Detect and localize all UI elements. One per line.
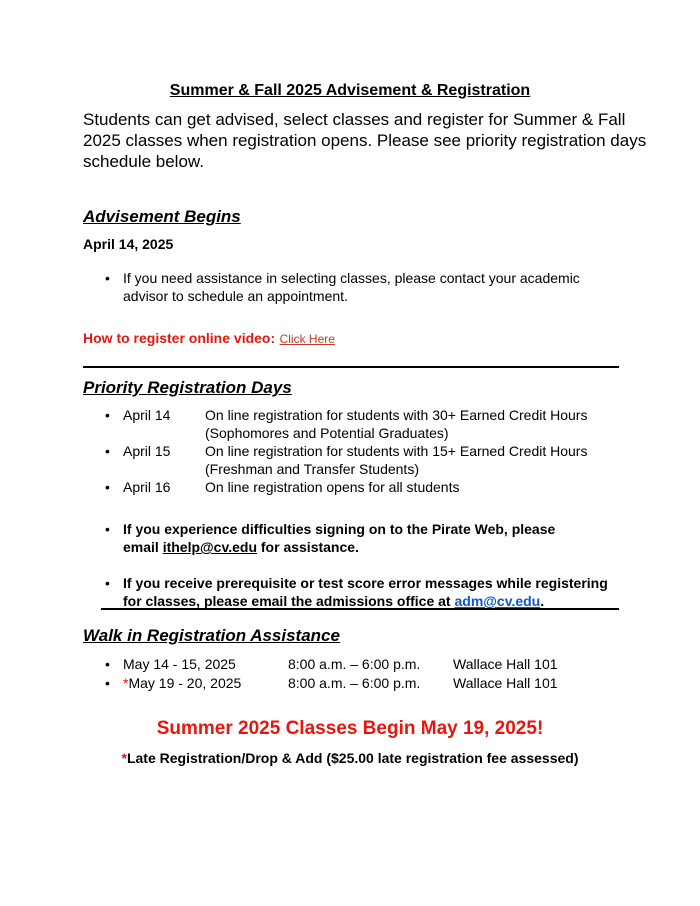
late-registration-note xyxy=(0,750,700,766)
bullet-icon: • xyxy=(105,521,110,537)
notice-line: If you experience difficulties signing on to the Pirate Web, please xyxy=(123,521,556,537)
advisement-bullet-line: advisor to schedule an appointment. xyxy=(123,288,348,304)
bullet-icon: • xyxy=(105,479,110,495)
walkin-time: 8:00 a.m. – 6:00 p.m. xyxy=(288,675,421,691)
intro-line: Students can get advised, select classes and register for Summer & Fall xyxy=(83,110,626,129)
priority-date: April 15 xyxy=(123,443,171,459)
bullet-icon: • xyxy=(105,656,110,672)
bullet-icon: • xyxy=(105,443,110,459)
notice-text: email xyxy=(123,539,163,555)
divider xyxy=(101,608,619,610)
priority-desc-sub: (Sophomores and Potential Graduates) xyxy=(205,425,449,441)
bullet-icon: • xyxy=(105,407,110,423)
notice-text: . xyxy=(540,593,545,609)
notice-line xyxy=(123,593,544,609)
notice-line xyxy=(123,539,359,555)
priority-desc-sub: (Freshman and Transfer Students) xyxy=(205,461,419,477)
priority-desc: On line registration for students with 30+ Earned Credit Hours xyxy=(205,407,588,423)
bullet-icon: • xyxy=(105,675,110,691)
late-note-text: Late Registration/Drop & Add ($25.00 late registration fee assessed) xyxy=(126,750,579,766)
bullet-icon: • xyxy=(105,270,110,286)
priority-desc: On line registration opens for all students xyxy=(205,479,460,495)
walkin-place: Wallace Hall 101 xyxy=(453,675,558,691)
asterisk: * xyxy=(121,750,127,766)
click-here-link[interactable]: Click Here xyxy=(279,332,335,346)
notice-text: for assistance. xyxy=(257,539,359,555)
walkin-heading: Walk in Registration Assistance xyxy=(83,626,340,645)
walkin-date-text: May 19 - 20, 2025 xyxy=(128,675,242,691)
walkin-date xyxy=(123,675,241,691)
priority-heading: Priority Registration Days xyxy=(83,378,292,397)
walkin-time: 8:00 a.m. – 6:00 p.m. xyxy=(288,656,421,672)
priority-date: April 16 xyxy=(123,479,171,495)
walkin-date-text: May 14 - 15, 2025 xyxy=(123,656,236,672)
walkin-date xyxy=(123,656,236,672)
advisement-date: April 14, 2025 xyxy=(83,236,174,252)
page-title: Summer & Fall 2025 Advisement & Registration xyxy=(169,82,531,99)
notice-line: If you receive prerequisite or test score error messages while registering xyxy=(123,575,608,591)
divider xyxy=(83,366,619,368)
intro-line: 2025 classes when registration opens. Please see priority registration days xyxy=(83,131,647,150)
intro-line: schedule below. xyxy=(83,152,204,171)
priority-desc: On line registration for students with 15+ Earned Credit Hours xyxy=(205,443,588,459)
advisement-heading: Advisement Begins xyxy=(83,207,241,226)
bullet-icon: • xyxy=(105,575,110,591)
video-label: How to register online video: xyxy=(83,330,276,346)
ithelp-email-link[interactable]: ithelp@cv.edu xyxy=(162,539,257,555)
priority-date: April 14 xyxy=(123,407,171,423)
asterisk: * xyxy=(123,675,129,691)
advisement-bullet-line: If you need assistance in selecting classes, please contact your academic xyxy=(123,270,580,286)
summer-banner: Summer 2025 Classes Begin May 19, 2025! xyxy=(156,718,544,739)
video-row xyxy=(83,330,335,348)
notice-text: for classes, please email the admissions office at xyxy=(123,593,455,609)
walkin-place: Wallace Hall 101 xyxy=(453,656,558,672)
adm-email-link[interactable]: adm@cv.edu xyxy=(454,593,541,609)
